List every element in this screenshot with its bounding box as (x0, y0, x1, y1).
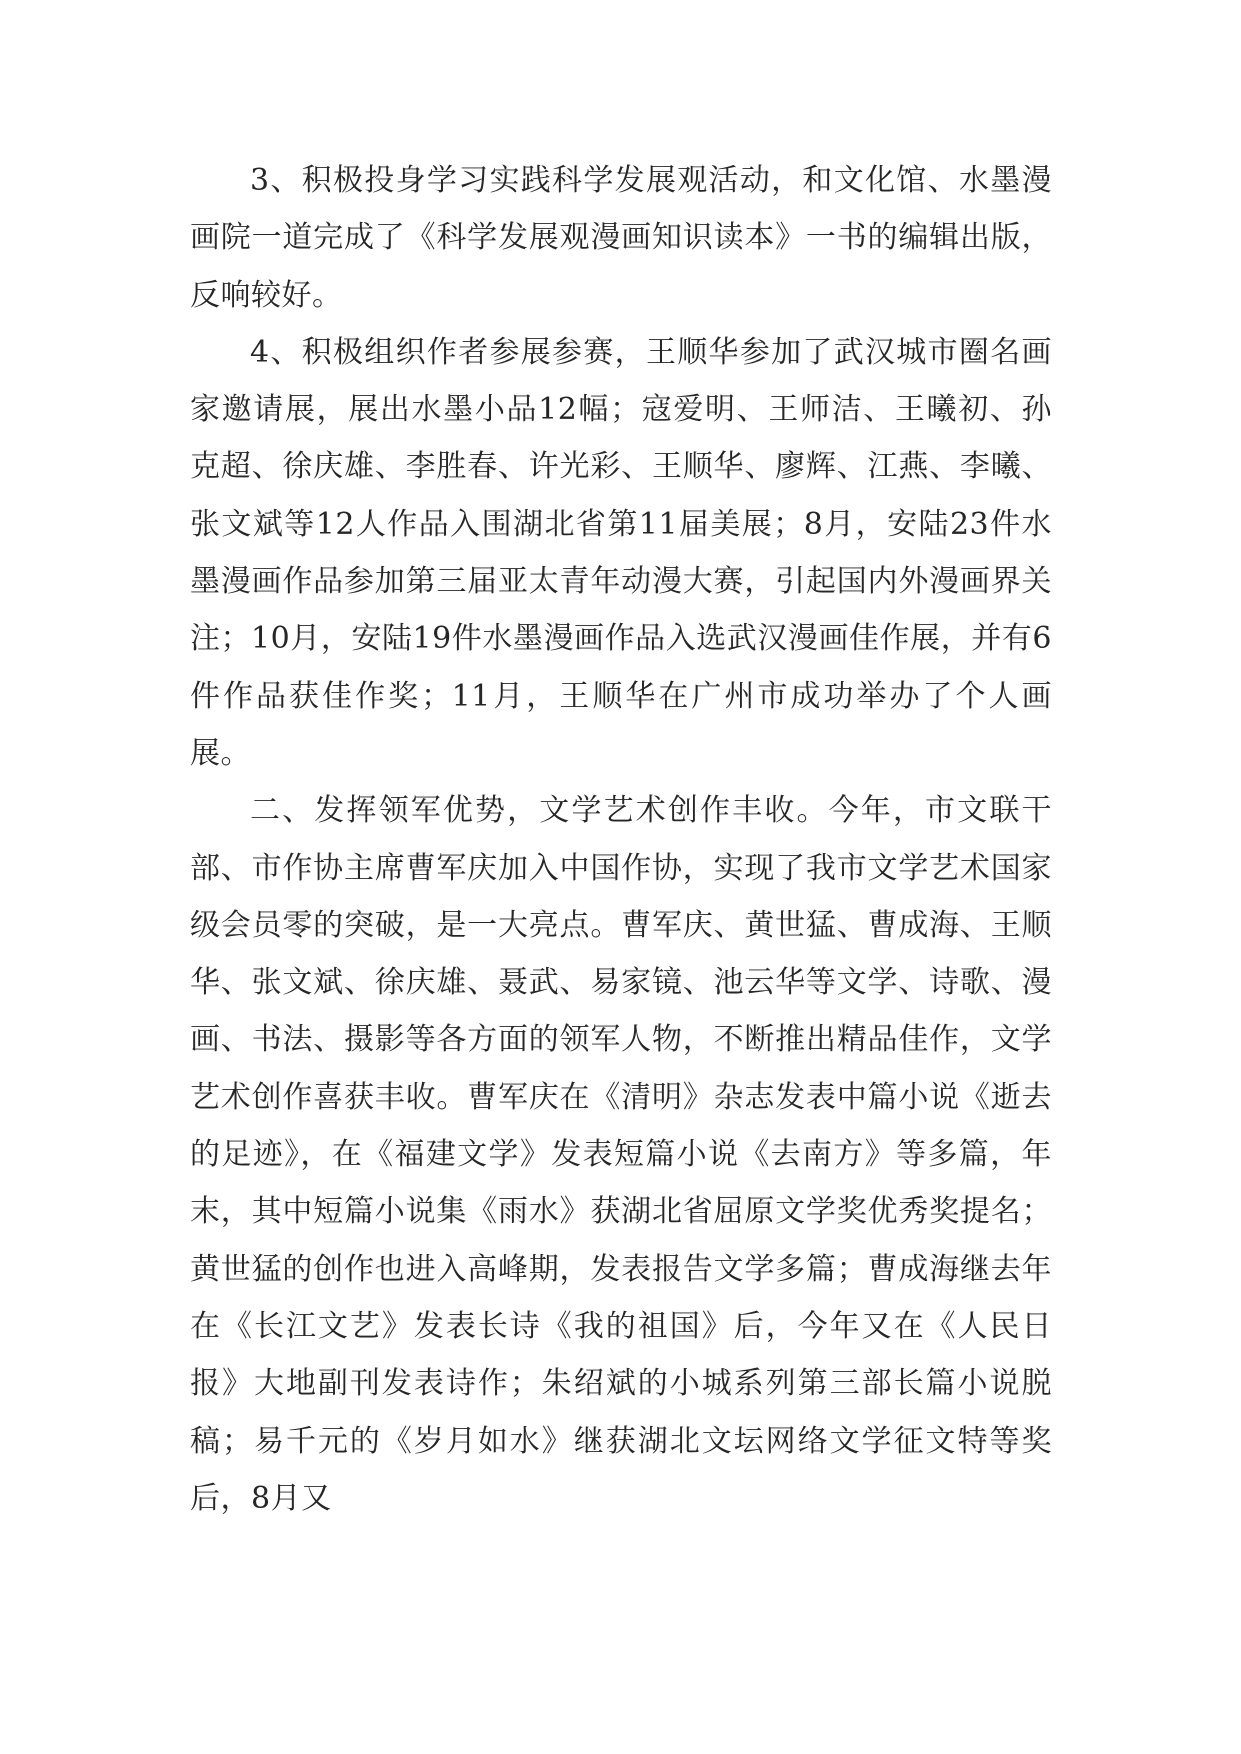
paragraph-section-2: 二、发挥领军优势，文学艺术创作丰收。今年，市文联干部、市作协主席曹军庆加入中国作协，实现了我市文学艺术国家级会员零的突破，是一大亮点。曹军庆、黄世猛、曹成海、王顺华、张文斌、徐庆雄、聂武、易家镜、池云华等文学、诗歌、漫画、书法、摄影等各方面的领军人物，不断推出精品佳作，文学艺术创作喜获丰收。曹军庆在《清明》杂志发表中篇小说《逝去的足迹》，在《福建文学》发表短篇小说《去南方》等多篇，年末，其中短篇小说集《雨水》获湖北省屈原文学奖优秀奖提名；黄世猛的创作也进入高峰期，发表报告文学多篇；曹成海继去年在《长江文艺》发表长诗《我的祖国》后，今年又在《人民日报》大地副刊发表诗作；朱绍斌的小城系列第三部长篇小说脱稿；易千元的《岁月如水》继获湖北文坛网络文学征文特等奖后，8月又 (190, 793, 1052, 1516)
paragraph-item-3: 3、积极投身学习实践科学发展观活动，和文化馆、水墨漫画院一道完成了《科学发展观漫画知识读本》一书的编辑出版，反响较好。 (190, 163, 1052, 313)
paragraph-item-4: 4、积极组织作者参展参赛，王顺华参加了武汉城市圈名画家邀请展，展出水墨小品12幅；寇爱明、王师洁、王曦初、孙克超、徐庆雄、李胜春、许光彩、王顺华、廖辉、江燕、李曦、张文斌等12人作品入围湖北省第11届美展；8月，安陆23件水墨漫画作品参加第三届亚太青年动漫大赛，引起国内外漫画界关注；10月，安陆19件水墨漫画作品入选武汉漫画佳作展，并有6件作品获佳作奖；11月，王顺华在广州市成功举办了个人画展。 (190, 334, 1052, 771)
document-body (190, 152, 1052, 1527)
